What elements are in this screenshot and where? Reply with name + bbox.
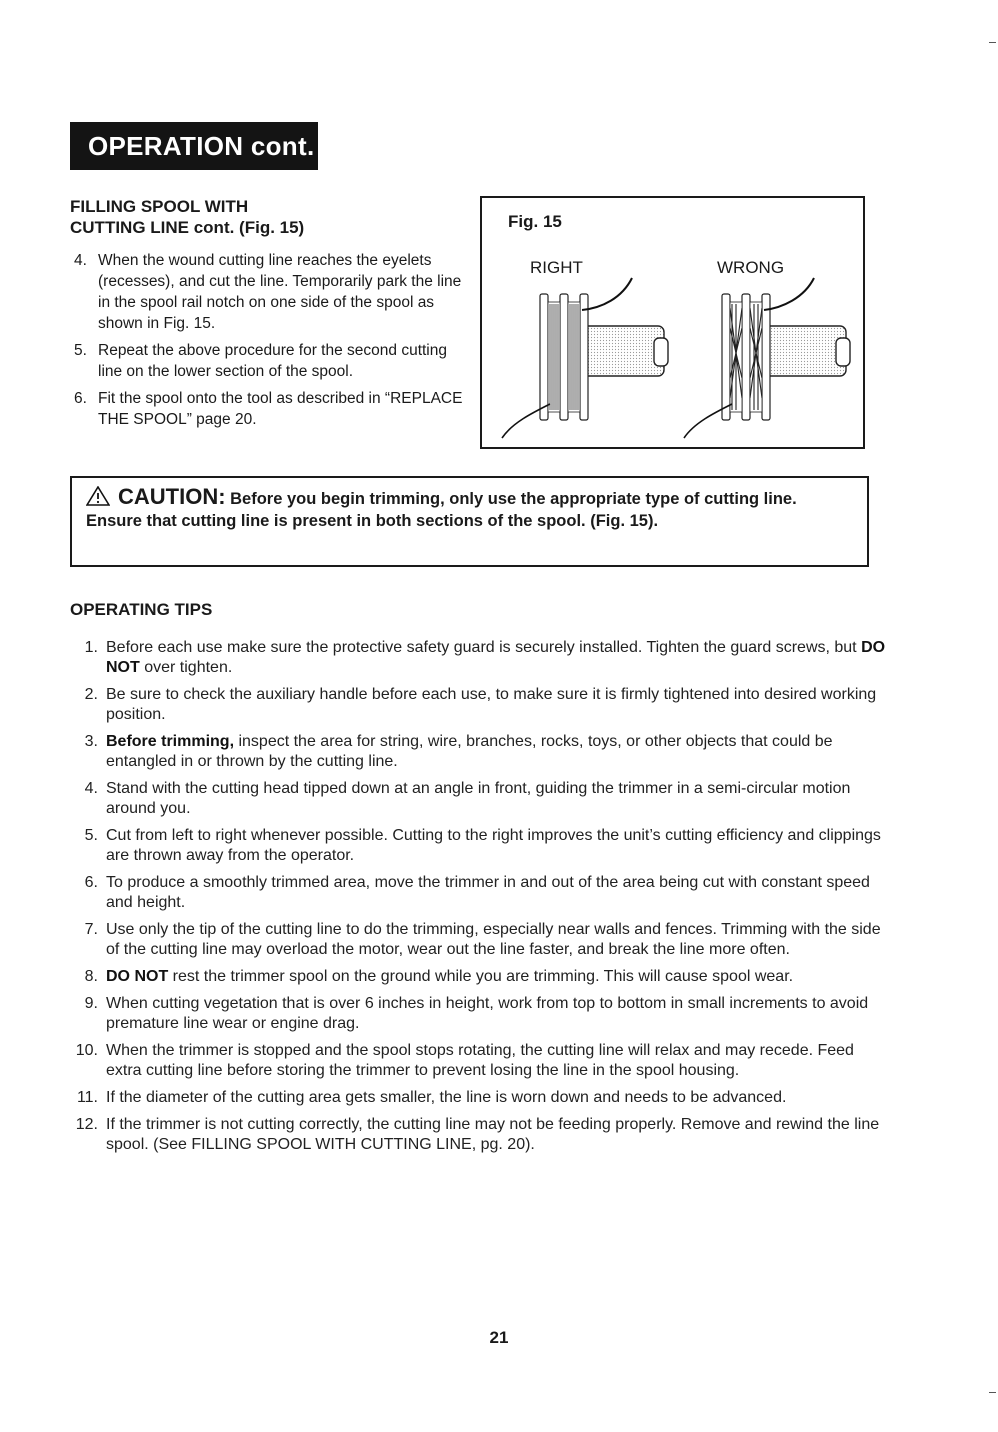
step-number: 5. (74, 342, 87, 359)
tip-number: 8. (84, 968, 98, 985)
tip-text (106, 967, 888, 987)
tip-number: 3. (84, 733, 98, 750)
tip-text: To produce a smoothly trimmed area, move the trimmer in and out of the area being cut with constant speed and height. (106, 874, 870, 911)
figure-15 (480, 196, 865, 449)
tip-text: If the diameter of the cutting area gets smaller, the line is worn down and needs to be advanced. (106, 1089, 787, 1106)
tip-item (68, 920, 888, 960)
tip-emphasis: DO NOT (106, 968, 169, 985)
tip-text-part: rest the trimmer spool on the ground while you are trimming. This will cause spool wear. (168, 968, 794, 985)
tip-text: If the trimmer is not cutting correctly, the cutting line may not be feeding properly. Remove and rewind the line spool. (See FILLING SPOOL WITH CUTTING LINE, pg. 20). (106, 1116, 880, 1153)
tip-item (68, 873, 888, 913)
page-number: 21 (489, 1328, 509, 1347)
section-title-line2: CUTTING LINE cont. (Fig. 15) (70, 218, 305, 237)
step-item (74, 250, 474, 334)
tip-number: 1. (84, 639, 98, 656)
tip-item (68, 994, 888, 1034)
spool-illustration (482, 198, 867, 451)
tip-number: 9. (84, 995, 98, 1012)
caution-text: Before you begin trimming, only use the appropriate type of cutting line. Ensure that cutting line is present in both sections of the spool. (Fig. 15). (86, 490, 797, 530)
figure-wrong-label: WRONG (717, 258, 785, 277)
tip-text: Be sure to check the auxiliary handle before each use, to make sure it is firmly tightened into desired working position. (106, 686, 877, 723)
tip-number: 4. (84, 780, 98, 797)
tip-number: 10. (75, 1042, 98, 1059)
wrong-spool (684, 278, 850, 438)
tip-text-part: over tighten. (139, 659, 233, 676)
tip-item (68, 779, 888, 819)
tip-number: 6. (84, 874, 98, 891)
warning-triangle-icon (86, 486, 110, 506)
tip-item (68, 1115, 888, 1155)
scan-edge-mark (989, 42, 996, 43)
tip-text: Use only the tip of the cutting line to do the trimming, especially near walls and fences. Trimming with the side of the cutting line may overload the motor, wear out the line faster, and break the line more often. (106, 921, 881, 958)
step-text: Repeat the above procedure for the second cutting line on the lower section of the spool. (98, 342, 447, 380)
tip-number: 12. (75, 1116, 98, 1133)
tip-item (68, 826, 888, 866)
step-text: Fit the spool onto the tool as described in “REPLACE THE SPOOL” page 20. (98, 390, 463, 428)
scan-edge-mark (989, 1392, 996, 1393)
section-title (70, 196, 304, 238)
tip-text-part: inspect the area for string, wire, branches, rocks, toys, or other objects that could be entangled in or thrown by the cutting line. (106, 733, 833, 770)
step-text: When the wound cutting line reaches the eyelets (recesses), and cut the line. Temporarily park the line in the spool rail notch on one side of the spool as shown in Fig. 15. (98, 252, 462, 332)
step-number: 4. (74, 252, 87, 269)
right-spool (502, 278, 668, 438)
figure-right-label: RIGHT (530, 258, 583, 277)
section-header: OPERATION cont. (70, 122, 318, 170)
tip-item (68, 685, 888, 725)
tip-item (68, 638, 888, 678)
tip-text: When cutting vegetation that is over 6 inches in height, work from top to bottom in small increments to avoid premature line wear or engine drag. (106, 995, 869, 1032)
tip-item (68, 967, 888, 987)
caution-box (70, 476, 869, 567)
tip-number: 7. (84, 921, 98, 938)
caution-heading: CAUTION: (118, 484, 226, 509)
step-number: 6. (74, 390, 87, 407)
tip-number: 11. (76, 1089, 98, 1106)
operating-tips-list (68, 638, 888, 1162)
step-item (74, 340, 474, 382)
tip-number: 5. (84, 827, 98, 844)
tip-text (106, 732, 888, 772)
section-title-line1: FILLING SPOOL WITH (70, 197, 249, 216)
tip-text (106, 638, 888, 678)
tip-text: Stand with the cutting head tipped down at an angle in front, guiding the trimmer in a semi-circular motion around you. (106, 780, 851, 817)
tip-number: 2. (84, 686, 98, 703)
tip-emphasis: Before trimming, (106, 733, 235, 750)
operating-tips-title: OPERATING TIPS (70, 600, 213, 619)
step-list (74, 250, 474, 436)
tip-item (68, 732, 888, 772)
tip-text: When the trimmer is stopped and the spool stops rotating, the cutting line will relax and may recede. Feed extra cutting line before storing the trimmer to prevent losing the line in the spool housing. (106, 1042, 854, 1079)
step-item (74, 388, 474, 430)
tip-emphasis: DO NOT (106, 639, 886, 676)
tip-item (68, 1088, 888, 1108)
tip-text: Cut from left to right whenever possible. Cutting to the right improves the unit’s cutting efficiency and clippings are thrown away from the operator. (106, 827, 881, 864)
figure-label: Fig. 15 (508, 212, 562, 231)
tip-item (68, 1041, 888, 1081)
tip-text-part: Before each use make sure the protective safety guard is securely installed. Tighten the guard screws, but (106, 639, 862, 656)
